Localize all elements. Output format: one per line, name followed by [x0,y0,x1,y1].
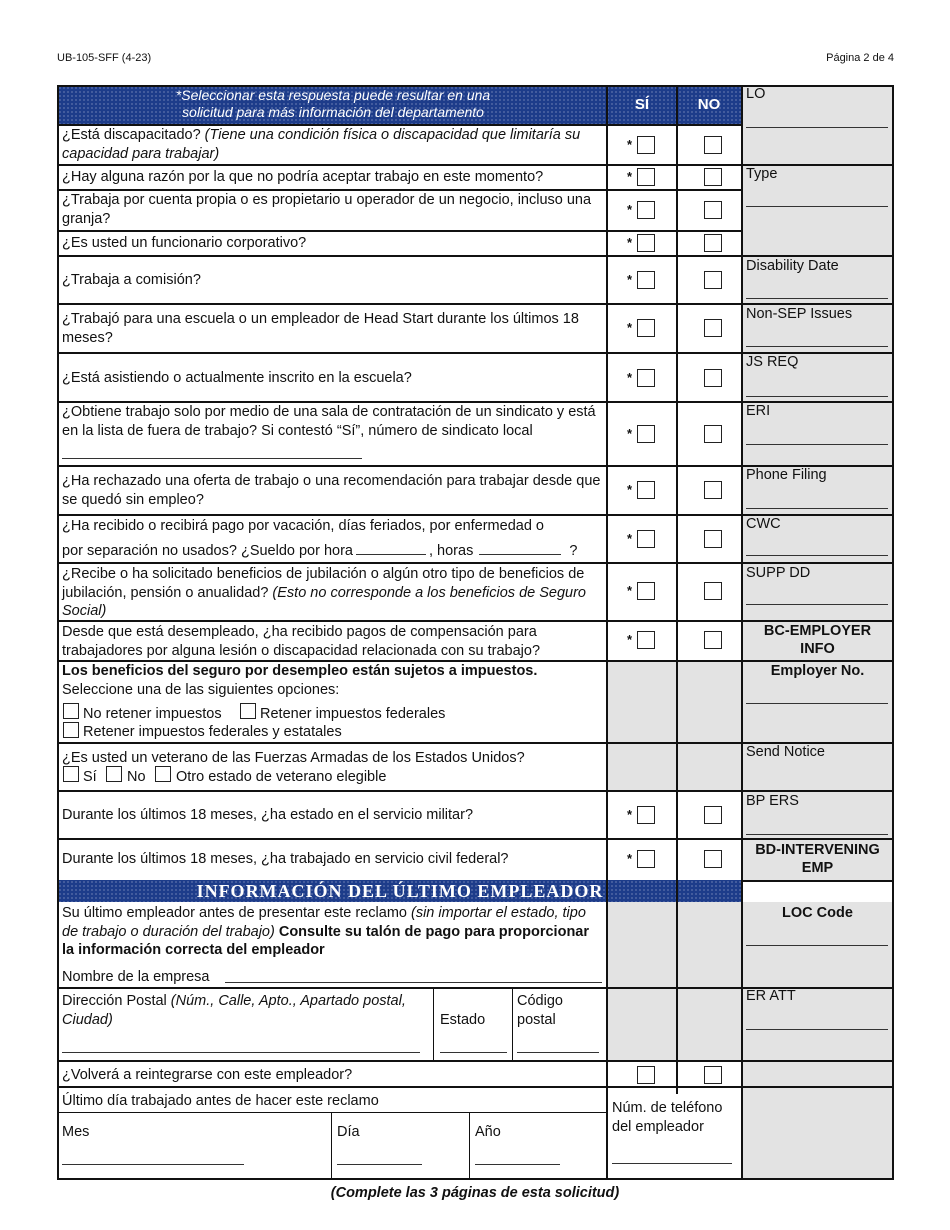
tax-title: Los beneficios del seguro por desempleo están sujetos a impuestos. [62,663,538,679]
note-line-1: *Seleccionar esta respuesta puede resultar en una [175,87,491,103]
yes-checkbox-3[interactable] [637,201,655,219]
phone-label-line-2: del empleador [612,1118,704,1135]
bc-employer-line-2: INFO [800,641,835,657]
side-bd-intervening [742,841,893,877]
bd-intervening-line-2: EMP [801,860,834,876]
question-disabled [62,126,602,163]
employer-no-field[interactable] [746,703,888,704]
question-mark: ? [569,542,578,559]
veteran-yes-label: Sí [83,769,97,785]
question-text: ¿Está discapacitado? [62,127,205,143]
question-commission: ¿Trabaja a comisión? [62,272,201,288]
side-er-att: ER ATT [746,988,796,1004]
veteran-question: ¿Es usted un veterano de las Fuerzas Armadas de los Estados Unidos? [62,750,525,766]
attention-asterisk: * [627,583,633,598]
side-eri: ERI [746,403,771,419]
withhold-federal-checkbox[interactable] [240,703,256,719]
yes-checkbox-2[interactable] [637,168,655,186]
withhold-federal-label: Retener impuestos federales [260,706,446,722]
veteran-yes-checkbox[interactable] [63,766,79,782]
non-sep-field[interactable] [746,346,888,347]
side-lo: LO [746,86,766,102]
zip-field[interactable] [517,1052,599,1053]
veteran-no-label: No [127,769,146,785]
month-field[interactable] [62,1164,244,1165]
attention-asterisk: * [627,482,633,497]
no-checkbox-3[interactable] [704,201,722,219]
attention-asterisk: * [627,137,633,152]
no-checkbox-9[interactable] [704,481,722,499]
zip-label [517,992,563,1029]
tax-subtitle: Seleccione una de las siguientes opciones: [62,681,340,698]
yes-checkbox-12[interactable] [637,631,655,649]
question-corporate-officer: ¿Es usted un funcionario corporativo? [62,235,307,251]
no-checkbox-4[interactable] [704,234,722,252]
yes-column-header: SÍ [634,96,650,113]
attention-asterisk: * [627,202,633,217]
employer-intro-text: Su último empleador antes de presentar este reclamo [62,905,411,921]
question-job-offer: ¿Ha rechazado una oferta de trabajo o una recomendación para trabajar desde que se quedó sin empleo? [62,473,601,508]
no-checkbox-6[interactable] [704,319,722,337]
address-field[interactable] [62,1052,420,1053]
veteran-other-checkbox[interactable] [155,766,171,782]
no-checkbox-2[interactable] [704,168,722,186]
union-number-line[interactable] [62,458,362,459]
question-reason: ¿Hay alguna razón por la que no podría aceptar trabajo en este momento? [62,169,544,185]
zip-label-line-2: postal [517,1011,556,1028]
attention-asterisk: * [627,632,633,647]
no-checkbox-14[interactable] [704,850,722,868]
side-bp-ers: BP ERS [746,793,799,809]
loc-code-field[interactable] [746,945,888,946]
day-field[interactable] [337,1164,422,1165]
question-union: ¿Obtiene trabajo solo por medio de una sala de contratación de un sindicato y está en la lista de fuera de trabajo? Si contestó “Sí”, número de sindicato local [62,404,596,439]
yes-checkbox-10[interactable] [637,530,655,548]
address-label [62,992,430,1029]
veteran-other-label: Otro estado de veterano elegible [176,769,387,785]
question-note: (Tiene una condición física o discapacidad que limitaría su capacidad para trabajar) [62,127,581,162]
attention-asterisk: * [627,272,633,287]
side-bc-employer [742,622,893,658]
footer-note: (Complete las 3 páginas de esta solicitud) [330,1185,620,1201]
yes-checkbox-13[interactable] [637,806,655,824]
note-line-2: solicitud para más información del departamento [182,104,484,120]
side-disability-date: Disability Date [746,258,839,274]
form-id: UB-105-SFF (4-23) [57,52,152,64]
yes-checkbox-14[interactable] [637,850,655,868]
no-checkbox-11[interactable] [704,582,722,600]
year-field[interactable] [475,1164,560,1165]
employer-phone-label [612,1099,722,1136]
no-column-header: NO [697,96,721,113]
year-label: Año [475,1124,501,1140]
question-workers-comp: Desde que está desempleado, ¿ha recibido pagos de compensación para trabajadores por alguna lesión o discapacidad relacionada con su trabajo? [62,624,541,659]
attention-asterisk: * [627,807,633,822]
side-loc-code: LOC Code [782,905,853,921]
yes-checkbox-8[interactable] [637,425,655,443]
employer-intro-note: (sin importar el estado, tipo de trabajo o duración del trabajo) [62,905,586,940]
state-label: Estado [440,1012,486,1028]
bp-ers-field[interactable] [746,834,888,835]
attention-asterisk: * [627,851,633,866]
address-label-text: Dirección Postal [62,993,171,1009]
hours-label: , horas [429,542,474,559]
question-civil-service: Durante los últimos 18 meses, ¿ha trabajado en servicio civil federal? [62,851,509,867]
attention-asterisk: * [627,235,633,250]
last-day-label: Último día trabajado antes de hacer este reclamo [62,1093,379,1109]
bc-employer-line-1: BC-EMPLOYER [763,623,872,639]
lo-field[interactable] [746,127,888,128]
tax-section [62,662,602,699]
state-field[interactable] [440,1052,507,1053]
employer-intro-instruction: Consulte su talón de pago para proporcionar la información correcta del empleador [62,923,590,958]
no-checkbox-1[interactable] [704,136,722,154]
question-retirement [62,565,602,621]
er-att-field[interactable] [746,1029,888,1030]
no-checkbox-12[interactable] [704,631,722,649]
question-school: ¿Está asistiendo o actualmente inscrito en la escuela? [62,370,412,386]
question-line-2: por separación no usados? ¿Sueldo por hora [62,542,353,559]
yes-checkbox-6[interactable] [637,319,655,337]
yes-checkbox-7[interactable] [637,369,655,387]
cwc-field[interactable] [746,555,888,556]
yes-checkbox-11[interactable] [637,582,655,600]
page-number: Página 2 de 4 [826,52,894,64]
question-vacation-pay [62,517,602,560]
return-yes-checkbox[interactable] [637,1066,655,1084]
side-type: Type [746,166,778,182]
veteran-no-checkbox[interactable] [106,766,122,782]
no-checkbox-5[interactable] [704,271,722,289]
side-employer-no: Employer No. [770,663,865,679]
attention-asterisk: * [627,426,633,441]
js-req-field[interactable] [746,396,888,397]
question-military: Durante los últimos 18 meses, ¿ha estado en el servicio militar? [62,807,474,823]
side-js-req: JS REQ [746,354,799,370]
side-send-notice: Send Notice [746,744,825,760]
yes-checkbox-5[interactable] [637,271,655,289]
disability-date-field[interactable] [746,298,888,299]
phone-filing-field[interactable] [746,508,888,509]
bd-intervening-line-1: BD-INTERVENING [755,842,880,858]
no-withhold-label: No retener impuestos [83,706,222,722]
address-label-note: (Núm., Calle, Apto., Apartado postal, Ciudad) [62,993,406,1028]
company-name-label: Nombre de la empresa [62,969,210,985]
question-self-employed: ¿Trabaja por cuenta propia o es propietario u operador de un negocio, incluso una granja? [62,192,592,227]
side-non-sep: Non-SEP Issues [746,306,853,322]
attention-asterisk: * [627,370,633,385]
supp-dd-field[interactable] [746,604,888,605]
employer-phone-field[interactable] [612,1163,732,1164]
yes-checkbox-9[interactable] [637,481,655,499]
side-supp-dd: SUPP DD [746,565,811,581]
attention-asterisk: * [627,320,633,335]
return-question: ¿Volverá a reintegrarse con este empleador? [62,1067,353,1083]
eri-field[interactable] [746,444,888,445]
hours-field[interactable] [479,554,561,555]
section-title: INFORMACIÓN DEL ÚLTIMO EMPLEADOR [196,881,604,901]
return-no-checkbox[interactable] [704,1066,722,1084]
question-school-employer: ¿Trabajó para una escuela o un empleador de Head Start durante los últimos 18 meses? [62,311,579,346]
month-label: Mes [62,1124,90,1140]
phone-label-line-1: Núm. de teléfono [612,1100,723,1116]
attention-asterisk: * [627,169,633,184]
hourly-wage-field[interactable] [356,554,426,555]
yes-checkbox-1[interactable] [637,136,655,154]
side-phone-filing: Phone Filing [746,467,827,483]
zip-label-line-1: Código [517,993,563,1009]
withhold-federal-state-label: Retener impuestos federales y estatales [83,724,342,740]
no-withhold-checkbox[interactable] [63,703,79,719]
company-name-field[interactable] [225,982,602,983]
yes-checkbox-4[interactable] [637,234,655,252]
no-checkbox-13[interactable] [704,806,722,824]
type-field[interactable] [746,206,888,207]
question-note: (Esto no corresponde a los beneficios de Seguro Social) [62,584,586,619]
day-label: Día [337,1124,360,1140]
no-checkbox-8[interactable] [704,425,722,443]
no-checkbox-10[interactable] [704,530,722,548]
attention-asterisk: * [627,531,633,546]
no-checkbox-7[interactable] [704,369,722,387]
question-text: ¿Recibe o ha solicitado beneficios de jubilación o algún otro tipo de beneficios de jubilación, pensión o anualidad? [62,566,585,601]
side-cwc: CWC [746,516,781,532]
question-line-1: ¿Ha recibido o recibirá pago por vacación, días feriados, por enfermedad o [62,518,544,534]
withhold-federal-state-checkbox[interactable] [63,722,79,738]
employer-intro [62,904,602,960]
